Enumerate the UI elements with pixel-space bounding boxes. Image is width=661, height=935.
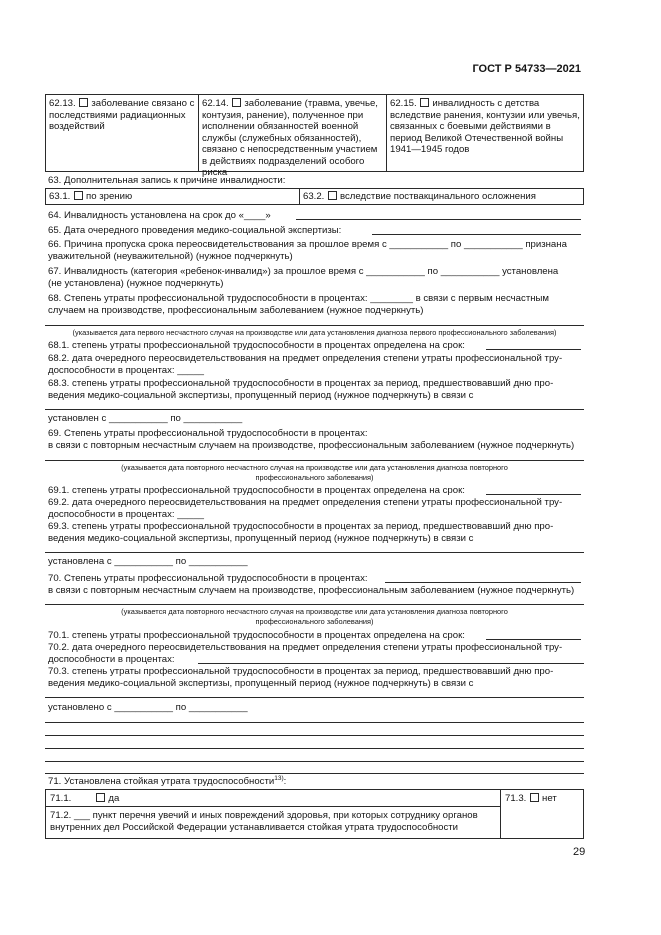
section-70-date-field[interactable] (45, 604, 584, 605)
blank-line[interactable] (45, 773, 584, 774)
section-68-3-line1: 68.3. степень утраты профессиональной трудоспособности в процентах за период, предшествовавший дню про- (48, 378, 554, 389)
cause-62-13-text: заболевание связано с последствиями радиационных воздействий (49, 98, 195, 132)
option-63-2-label: вследствие поствакцинального осложнения (340, 191, 536, 202)
cause-62-14-checkbox[interactable] (232, 98, 241, 107)
section-68-1: 68.1. степень утраты профессиональной трудоспособности в процентах определена на срок: (48, 340, 465, 351)
section-69-3-line1: 69.3. степень утраты профессиональной трудоспособности в процентах за период, предшествовавший дню про- (48, 521, 554, 532)
section-69-3-line2: ведения медико-социальной экспертизы, пропущенный период (нужное подчеркнуть) в связи с (48, 533, 474, 544)
blank-line[interactable] (45, 748, 584, 749)
section-70-1-field[interactable] (486, 639, 581, 640)
section-69-2-line2: доспособности в процентах: _____ (48, 509, 204, 520)
option-71-1 (50, 793, 119, 805)
cause-62-15-number: 62.15. (390, 98, 417, 109)
option-71-3 (505, 793, 557, 805)
option-71-2-line1: 71.2. ___ пункт перечня увечий и иных повреждений здоровья, при которых сотруднику органов (50, 810, 478, 821)
option-63-2-checkbox[interactable] (328, 191, 337, 200)
cause-cell-62-14 (202, 98, 384, 179)
cause-62-14-number: 62.14. (202, 98, 229, 109)
section-67-line2: (не установлена) (нужное подчеркнуть) (48, 278, 224, 289)
section-70-note-line1: (указывается дата повторного несчастного случая на производстве или дата установления диагноза повторного (121, 607, 508, 616)
section-69-date-field[interactable] (45, 460, 584, 461)
option-71-3-label: нет (542, 793, 557, 804)
option-63-1-number: 63.1. (49, 191, 71, 202)
cause-cell-62-13 (49, 98, 195, 133)
section-69-1: 69.1. степень утраты профессиональной трудоспособности в процентах определена на срок: (48, 485, 465, 496)
section-65-field[interactable] (372, 234, 581, 235)
cause-62-15-checkbox[interactable] (420, 98, 429, 107)
section-70-3-line2: ведения медико-социальной экспертизы, пропущенный период (нужное подчеркнуть) в связи с (48, 678, 474, 689)
option-63-2-number: 63.2. (303, 191, 325, 202)
option-71-2-line2: внутренних дел Российской Федерации устанавливается стойкая утрата трудоспособности (50, 822, 458, 833)
section-70-period: установлено с ___________ по ___________ (48, 702, 248, 713)
section-64-text: 64. Инвалидность установлена на срок до «____» (48, 210, 271, 221)
section-68-period: установлен с ___________ по ___________ (48, 413, 243, 424)
section-69-line1: 69. Степень утраты профессиональной трудоспособности в процентах: (48, 428, 368, 439)
section-70-1: 70.1. степень утраты профессиональной трудоспособности в процентах определена на срок: (48, 630, 465, 641)
section-63-title: 63. Дополнительная запись к причине инвалидности: (48, 175, 286, 186)
section-68-date-field[interactable] (45, 325, 584, 326)
section-70-line1: 70. Степень утраты профессиональной трудоспособности в процентах: (48, 573, 368, 584)
section-68-note: (указывается дата первого несчастного случая на производстве или дата установления диагноза первого профессионального заболевания) (72, 328, 557, 337)
blank-line[interactable] (45, 735, 584, 736)
section-70-3-field[interactable] (45, 697, 584, 698)
option-71-1-number: 71.1. (50, 793, 72, 804)
option-63-1-checkbox[interactable] (74, 191, 83, 200)
cause-cell-62-15 (390, 98, 580, 156)
option-71-1-checkbox[interactable] (96, 793, 105, 802)
cause-table-divider (198, 94, 199, 172)
section-68-2-line1: 68.2. дата очередного переосвидетельствования на предмет определения степени утраты профессиональной тру- (48, 353, 563, 364)
section-71-row-divider (45, 806, 500, 807)
section-69-2-line1: 69.2. дата очередного переосвидетельствования на предмет определения степени утраты профессиональной тру- (48, 497, 563, 508)
section-69-3-field[interactable] (45, 552, 584, 553)
section-71-colon: : (283, 776, 287, 787)
cause-62-15-text: инвалидность с детства вследствие ранения, контузии или увечья, связанных с боевыми действиями в период Великой Отечественной войны 1941—1945 годов (390, 98, 580, 155)
blank-line[interactable] (45, 722, 584, 723)
section-67-line1: 67. Инвалидность (категория «ребенок-инвалид») за прошлое время с ___________ по ___________ установлена (48, 266, 559, 277)
cause-table-divider (386, 94, 387, 172)
option-71-1-label: да (108, 793, 120, 804)
option-71-3-number: 71.3. (505, 793, 527, 804)
section-68-1-field[interactable] (486, 349, 581, 350)
blank-line[interactable] (45, 761, 584, 762)
footnote-ref: 13) (274, 774, 284, 782)
section-66-line2: уважительной (неуважительной) (нужное подчеркнуть) (48, 251, 293, 262)
section-71-title-text: 71. Установлена стойкая утрата трудоспособности (48, 776, 275, 787)
section-69-note-line1: (указывается дата повторного несчастного случая на производстве или дата установления диагноза повторного (121, 463, 508, 472)
section-68-line2: случаем на производстве, профессиональным заболеванием (нужное подчеркнуть) (48, 305, 424, 316)
option-63-2 (303, 191, 536, 203)
section-70-percent-field[interactable] (385, 582, 581, 583)
option-71-3-checkbox[interactable] (530, 793, 539, 802)
section-65-text: 65. Дата очередного проведения медико-социальной экспертизы: (48, 225, 342, 236)
section-70-2-line2: доспособности в процентах: (48, 654, 175, 665)
section-69-period: установлена с ___________ по ___________ (48, 556, 248, 567)
section-66-line1: 66. Причина пропуска срока переосвидетельствования за прошлое время с ___________ по ___________ признана (48, 239, 567, 250)
section-70-2-field[interactable] (198, 663, 584, 664)
section-71-title (48, 776, 286, 788)
section-69-note-line2: профессионального заболевания) (255, 473, 374, 482)
section-71-divider (500, 789, 501, 839)
cause-62-13-number: 62.13. (49, 98, 76, 109)
page-number: 29 (573, 846, 586, 858)
section-68-3-field[interactable] (45, 409, 584, 410)
option-63-1 (49, 191, 132, 203)
option-63-1-label: по зрению (86, 191, 133, 202)
section-70-2-line1: 70.2. дата очередного переосвидетельствования на предмет определения степени утраты профессиональной тру- (48, 642, 563, 653)
section-69-line2: в связи с повторным несчастным случаем на производстве, профессиональным заболеванием (нужное подчеркнуть) (48, 440, 575, 451)
section-68-line1: 68. Степень утраты профессиональной трудоспособности в процентах: ________ в связи с первым несчастным (48, 293, 550, 304)
section-68-3-line2: ведения медико-социальной экспертизы, пропущенный период (нужное подчеркнуть) в связи с (48, 390, 474, 401)
section-69-1-field[interactable] (486, 494, 581, 495)
section-70-3-line1: 70.3. степень утраты профессиональной трудоспособности в процентах за период, предшествовавший дню про- (48, 666, 554, 677)
document-header: ГОСТ Р 54733—2021 (472, 63, 581, 75)
section-68-2-line2: доспособности в процентах: _____ (48, 365, 204, 376)
section-70-line2: в связи с повторным несчастным случаем на производстве, профессиональным заболеванием (нужное подчеркнуть) (48, 585, 575, 596)
section-63-divider (299, 188, 300, 205)
section-70-note-line2: профессионального заболевания) (255, 617, 374, 626)
section-64-field[interactable] (296, 219, 581, 220)
cause-62-13-checkbox[interactable] (79, 98, 88, 107)
cause-62-14-text: заболевание (травма, увечье, контузия, ранение), полученное при исполнении обязанностей военной службы (служебных обязанностей), связано с непосредственным участием в действиях подразделений особого риска (202, 98, 378, 178)
